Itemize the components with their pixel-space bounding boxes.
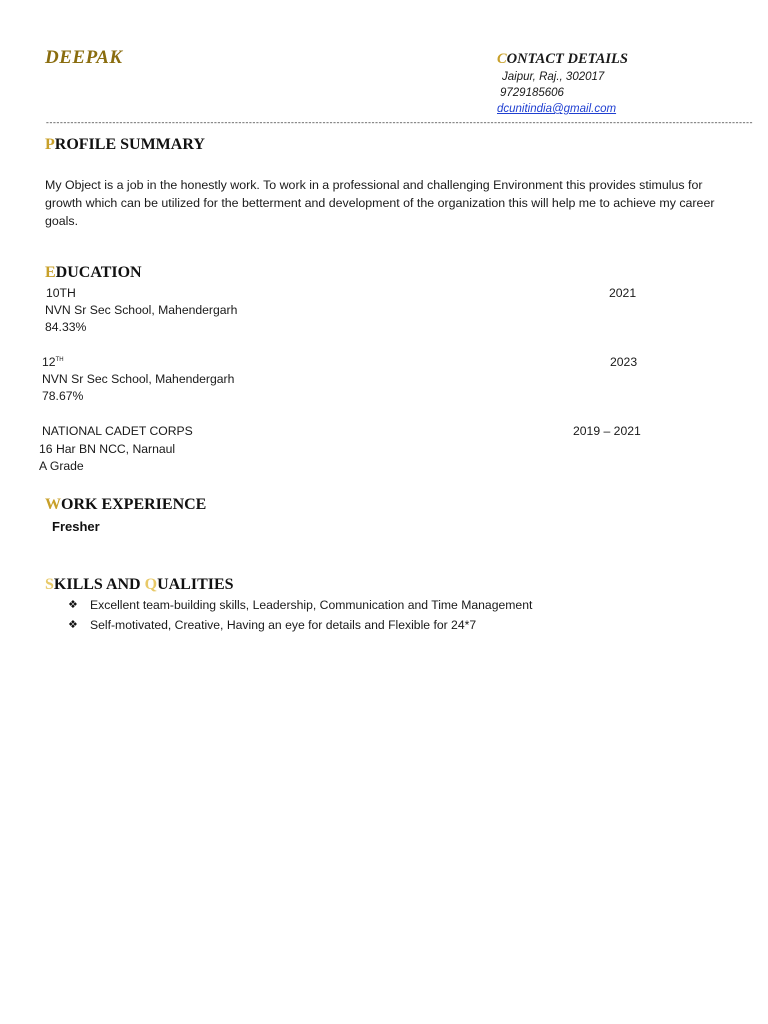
header-divider: ---------------------------------------------------------------------------------------------------------------------------------------------------------------------------------------------------------- [45,119,753,128]
education-entry-year: 2021 [609,286,637,300]
work-experience-status: Fresher [52,519,100,534]
skills-heading-initial-q: Q [144,576,158,593]
education-entry-result: 84.33% [45,320,87,334]
profile-heading-initial: P [45,136,55,153]
skill-item-text: Self-motivated, Creative, Having an eye for details and Flexible for 24*7 [90,618,477,632]
education-entry-year: 2019 – 2021 [573,424,641,438]
education-entry-title: 10TH [46,286,76,300]
education-heading-initial: E [45,264,56,281]
skills-list [68,595,532,635]
work-experience-heading [45,496,206,514]
contact-heading-initial: C [497,51,507,67]
skills-heading-mid: KILLS AND [53,576,145,593]
contact-email-link[interactable]: dcunitindia@gmail.com [497,103,617,115]
contact-heading-rest: ONTACT DETAILS [506,51,628,67]
education-entry-school: NVN Sr Sec School, Mahendergarh [42,372,235,386]
profile-heading-rest: ROFILE SUMMARY [54,136,205,153]
education-entry-title: NATIONAL CADET CORPS [42,424,193,438]
skills-heading [45,576,234,594]
education-heading-rest: DUCATION [55,264,142,281]
education-heading [45,264,142,282]
contact-phone: 9729185606 [500,87,564,99]
education-entry-school: 16 Har BN NCC, Narnaul [39,442,176,456]
education-entry-school: NVN Sr Sec School, Mahendergarh [45,303,238,317]
education-entry-title-sup: TH [55,356,64,363]
education-entry-result: 78.67% [42,389,84,403]
contact-address: Jaipur, Raj., 302017 [502,71,605,83]
work-heading-initial: W [45,496,61,513]
profile-summary-heading [45,136,205,154]
education-entry-year: 2023 [610,355,638,369]
education-entry-title [42,355,64,369]
skill-item [68,595,532,615]
skill-item-text: Excellent team-building skills, Leadership, Communication and Time Management [90,598,533,612]
diamond-bullet-icon: ❖ [68,619,78,631]
work-heading-rest: ORK EXPERIENCE [61,496,207,513]
skill-item [68,615,532,635]
education-entry-title-text: 12 [42,355,56,369]
skills-heading-initial: S [45,576,54,593]
candidate-name: DEEPAK [45,47,123,68]
education-entry-result: A Grade [39,459,84,473]
diamond-bullet-icon: ❖ [68,599,78,611]
skills-heading-rest: UALITIES [157,576,234,593]
profile-summary-text: My Object is a job in the honestly work. To work in a professional and challenging Environment this provides stimulus for growth which can be utilized for the betterment and development of the organization this will help me to achieve my career goals. [45,178,715,228]
contact-details-heading [497,51,628,68]
